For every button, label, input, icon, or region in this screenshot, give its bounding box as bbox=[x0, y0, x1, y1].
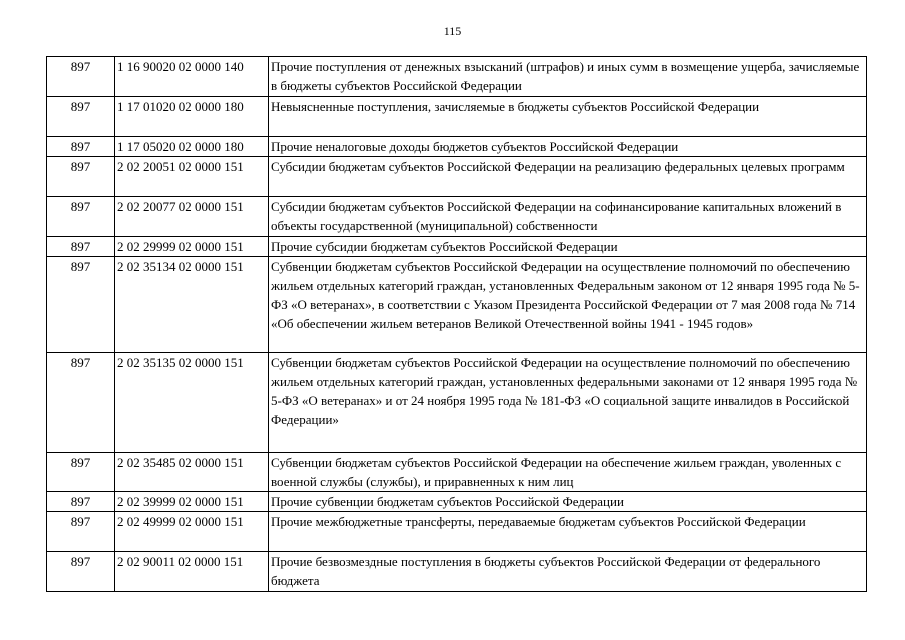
budget-code-cell: 2 02 20051 02 0000 151 bbox=[115, 157, 269, 197]
budget-code-cell: 2 02 35135 02 0000 151 bbox=[115, 353, 269, 453]
revenue-name-cell: Прочие межбюджетные трансферты, передаваемые бюджетам субъектов Российской Федерации bbox=[269, 512, 867, 552]
budget-code-cell: 1 17 05020 02 0000 180 bbox=[115, 137, 269, 157]
table-row bbox=[47, 453, 867, 492]
table-row bbox=[47, 97, 867, 137]
table-row bbox=[47, 237, 867, 257]
revenue-name-cell: Прочие безвозмездные поступления в бюджеты субъектов Российской Федерации от федерального бюджета bbox=[269, 552, 867, 592]
admin-code-cell: 897 bbox=[47, 492, 115, 512]
budget-code-cell: 1 16 90020 02 0000 140 bbox=[115, 57, 269, 97]
admin-code-cell: 897 bbox=[47, 453, 115, 492]
table-row bbox=[47, 157, 867, 197]
budget-code-cell: 2 02 39999 02 0000 151 bbox=[115, 492, 269, 512]
admin-code-cell: 897 bbox=[47, 97, 115, 137]
page-number: 115 bbox=[443, 24, 462, 38]
table-row bbox=[47, 353, 867, 453]
revenue-name-cell: Прочие субсидии бюджетам субъектов Российской Федерации bbox=[269, 237, 867, 257]
budget-revenue-table bbox=[46, 56, 867, 592]
admin-code-cell: 897 bbox=[47, 237, 115, 257]
admin-code-cell: 897 bbox=[47, 552, 115, 592]
revenue-name-cell: Субвенции бюджетам субъектов Российской Федерации на осуществление полномочий по обеспечению жильем отдельных категорий граждан, установленных федеральными законами от 12 января 1995 года № 5-ФЗ «О ветеранах» и от 24 ноября 1995 года № 181-ФЗ «О социальной защите инвалидов в Российской Федерации» bbox=[269, 353, 867, 453]
table-row bbox=[47, 552, 867, 592]
admin-code-cell: 897 bbox=[47, 157, 115, 197]
budget-code-cell: 2 02 35134 02 0000 151 bbox=[115, 257, 269, 353]
revenue-name-cell: Субвенции бюджетам субъектов Российской Федерации на обеспечение жильем граждан, уволенных с военной службы (службы), и приравненных к ним лиц bbox=[269, 453, 867, 492]
admin-code-cell: 897 bbox=[47, 257, 115, 353]
revenue-name-cell: Прочие субвенции бюджетам субъектов Российской Федерации bbox=[269, 492, 867, 512]
admin-code-cell: 897 bbox=[47, 57, 115, 97]
budget-code-cell: 2 02 49999 02 0000 151 bbox=[115, 512, 269, 552]
table-row bbox=[47, 257, 867, 353]
budget-code-cell: 2 02 29999 02 0000 151 bbox=[115, 237, 269, 257]
budget-code-cell: 1 17 01020 02 0000 180 bbox=[115, 97, 269, 137]
table-row bbox=[47, 492, 867, 512]
revenue-name-cell: Субсидии бюджетам субъектов Российской Федерации на реализацию федеральных целевых программ bbox=[269, 157, 867, 197]
table-row bbox=[47, 512, 867, 552]
revenue-name-cell: Субсидии бюджетам субъектов Российской Федерации на софинансирование капитальных вложений в объекты государственной (муниципальной) собственности bbox=[269, 197, 867, 237]
budget-code-cell: 2 02 90011 02 0000 151 bbox=[115, 552, 269, 592]
revenue-name-cell: Прочие неналоговые доходы бюджетов субъектов Российской Федерации bbox=[269, 137, 867, 157]
revenue-name-cell: Прочие поступления от денежных взысканий (штрафов) и иных сумм в возмещение ущерба, зачисляемые в бюджеты субъектов Российской Федерации bbox=[269, 57, 867, 97]
budget-code-cell: 2 02 20077 02 0000 151 bbox=[115, 197, 269, 237]
admin-code-cell: 897 bbox=[47, 353, 115, 453]
admin-code-cell: 897 bbox=[47, 512, 115, 552]
revenue-name-cell: Субвенции бюджетам субъектов Российской Федерации на осуществление полномочий по обеспечению жильем отдельных категорий граждан, установленных Федеральным законом от 12 января 1995 года № 5-ФЗ «О ветеранах», в соответствии с Указом Президента Российской Федерации от 7 мая 2008 года № 714 «Об обеспечении жильем ветеранов Великой Отечественной войны 1941 - 1945 годов» bbox=[269, 257, 867, 353]
table-row bbox=[47, 57, 867, 97]
admin-code-cell: 897 bbox=[47, 197, 115, 237]
table-row bbox=[47, 137, 867, 157]
revenue-name-cell: Невыясненные поступления, зачисляемые в бюджеты субъектов Российской Федерации bbox=[269, 97, 867, 137]
budget-code-cell: 2 02 35485 02 0000 151 bbox=[115, 453, 269, 492]
table-row bbox=[47, 197, 867, 237]
admin-code-cell: 897 bbox=[47, 137, 115, 157]
